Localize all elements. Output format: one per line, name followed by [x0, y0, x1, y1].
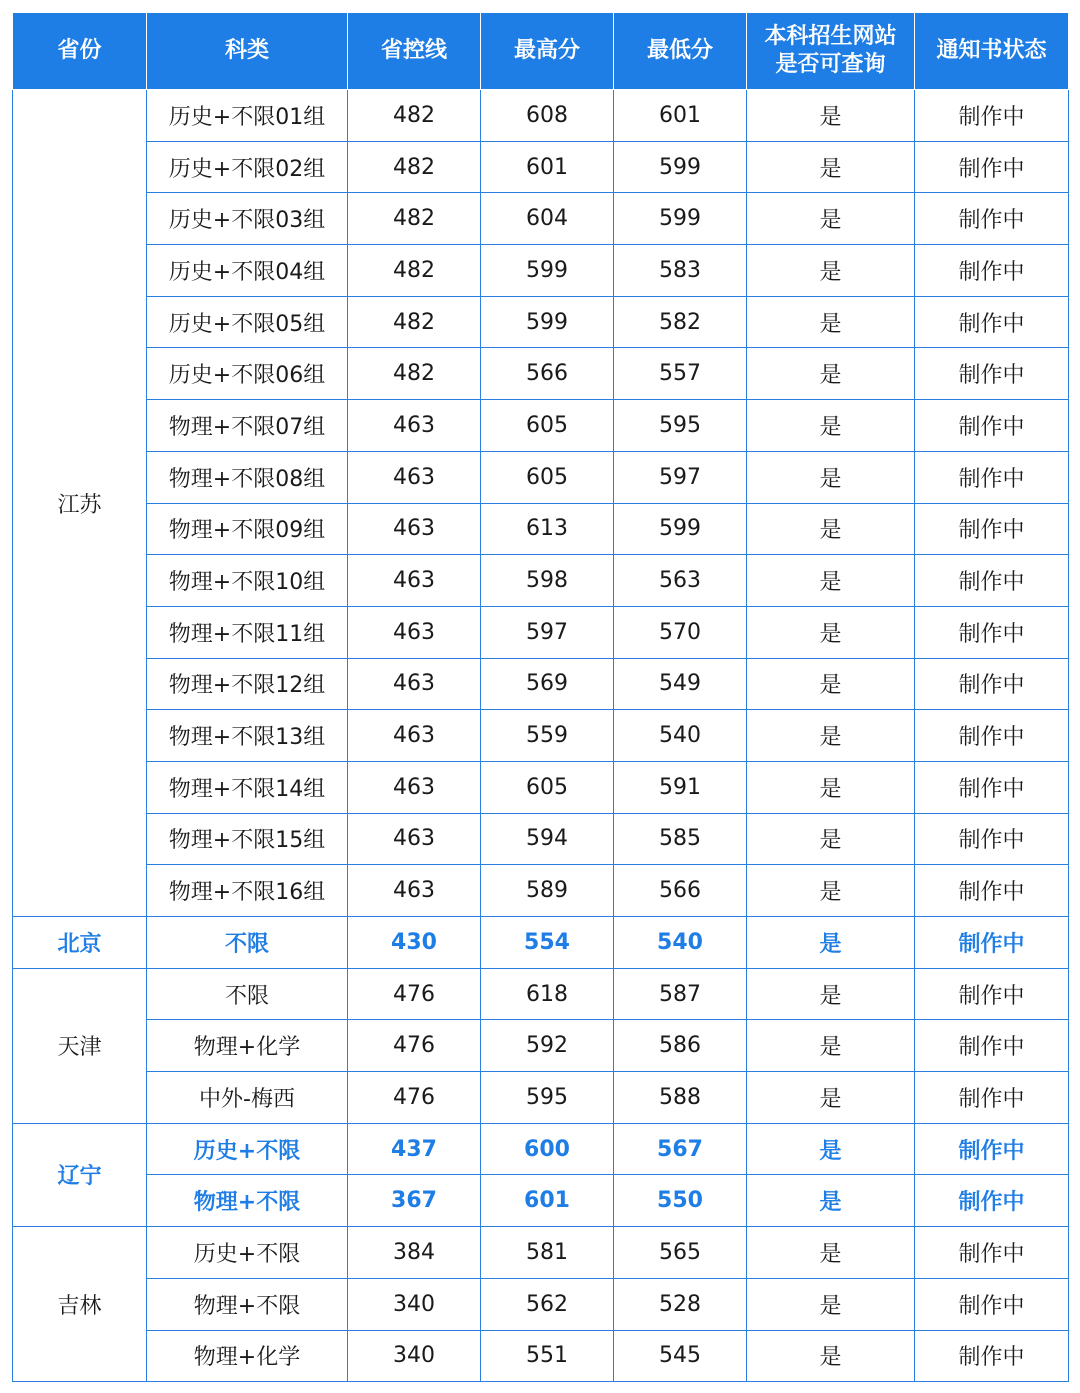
min-score-cell: 588: [614, 1072, 747, 1124]
min-score-cell: 557: [614, 348, 747, 400]
notice-status-cell: 制作中: [915, 1072, 1069, 1124]
header-website-query-line2: 是否可查询: [775, 52, 886, 77]
max-score-cell: 592: [481, 1020, 614, 1072]
website-query-cell: 是: [747, 400, 915, 452]
max-score-cell: 581: [481, 1227, 614, 1279]
control-line-cell: 367: [348, 1175, 481, 1227]
header-province: 省份: [13, 13, 147, 90]
notice-status-cell: 制作中: [915, 917, 1069, 969]
header-row: [13, 13, 1069, 90]
category-cell: 物理+不限14组: [147, 761, 348, 813]
max-score-cell: 566: [481, 348, 614, 400]
website-query-cell: 是: [747, 1330, 915, 1382]
min-score-cell: 601: [614, 90, 747, 142]
category-cell: 物理+不限13组: [147, 710, 348, 762]
max-score-cell: 613: [481, 503, 614, 555]
website-query-cell: 是: [747, 296, 915, 348]
category-cell: 物理+不限12组: [147, 658, 348, 710]
website-query-cell: 是: [747, 917, 915, 969]
max-score-cell: 608: [481, 90, 614, 142]
notice-status-cell: 制作中: [915, 710, 1069, 762]
min-score-cell: 585: [614, 813, 747, 865]
notice-status-cell: 制作中: [915, 865, 1069, 917]
max-score-cell: 562: [481, 1278, 614, 1330]
max-score-cell: 605: [481, 761, 614, 813]
table-row: [13, 451, 1069, 503]
max-score-cell: 589: [481, 865, 614, 917]
max-score-cell: 604: [481, 193, 614, 245]
category-cell: 物理+化学: [147, 1020, 348, 1072]
notice-status-cell: 制作中: [915, 296, 1069, 348]
min-score-cell: 563: [614, 555, 747, 607]
control-line-cell: 463: [348, 761, 481, 813]
website-query-cell: 是: [747, 710, 915, 762]
notice-status-cell: 制作中: [915, 1020, 1069, 1072]
province-cell: 天津: [13, 968, 147, 1123]
notice-status-cell: 制作中: [915, 968, 1069, 1020]
website-query-cell: 是: [747, 1278, 915, 1330]
website-query-cell: 是: [747, 503, 915, 555]
min-score-cell: 545: [614, 1330, 747, 1382]
notice-status-cell: 制作中: [915, 1278, 1069, 1330]
website-query-cell: 是: [747, 1175, 915, 1227]
website-query-cell: 是: [747, 813, 915, 865]
table-row: [13, 193, 1069, 245]
category-cell: 物理+不限10组: [147, 555, 348, 607]
max-score-cell: 554: [481, 917, 614, 969]
category-cell: 历史+不限: [147, 1227, 348, 1279]
min-score-cell: 599: [614, 503, 747, 555]
website-query-cell: 是: [747, 658, 915, 710]
province-cell: 吉林: [13, 1227, 147, 1382]
min-score-cell: 549: [614, 658, 747, 710]
max-score-cell: 618: [481, 968, 614, 1020]
header-category: 科类: [147, 13, 348, 90]
table-row: [13, 90, 1069, 142]
notice-status-cell: 制作中: [915, 1123, 1069, 1175]
notice-status-cell: 制作中: [915, 1330, 1069, 1382]
category-cell: 物理+化学: [147, 1330, 348, 1382]
control-line-cell: 482: [348, 348, 481, 400]
max-score-cell: 599: [481, 245, 614, 297]
max-score-cell: 559: [481, 710, 614, 762]
notice-status-cell: 制作中: [915, 1175, 1069, 1227]
category-cell: 历史+不限02组: [147, 141, 348, 193]
website-query-cell: 是: [747, 1123, 915, 1175]
min-score-cell: 587: [614, 968, 747, 1020]
header-control-line: 省控线: [348, 13, 481, 90]
category-cell: 物理+不限09组: [147, 503, 348, 555]
control-line-cell: 463: [348, 658, 481, 710]
table-header: [13, 13, 1069, 90]
category-cell: 不限: [147, 968, 348, 1020]
control-line-cell: 463: [348, 813, 481, 865]
table-row: [13, 1278, 1069, 1330]
category-cell: 历史+不限: [147, 1123, 348, 1175]
website-query-cell: 是: [747, 968, 915, 1020]
min-score-cell: 570: [614, 606, 747, 658]
notice-status-cell: 制作中: [915, 606, 1069, 658]
table-row: [13, 1123, 1069, 1175]
notice-status-cell: 制作中: [915, 141, 1069, 193]
min-score-cell: 566: [614, 865, 747, 917]
control-line-cell: 463: [348, 606, 481, 658]
control-line-cell: 482: [348, 245, 481, 297]
header-website-query: [747, 13, 915, 90]
table-row: [13, 141, 1069, 193]
min-score-cell: 595: [614, 400, 747, 452]
table-row: [13, 813, 1069, 865]
website-query-cell: 是: [747, 865, 915, 917]
category-cell: 物理+不限15组: [147, 813, 348, 865]
max-score-cell: 601: [481, 141, 614, 193]
control-line-cell: 463: [348, 710, 481, 762]
category-cell: 物理+不限: [147, 1278, 348, 1330]
category-cell: 物理+不限08组: [147, 451, 348, 503]
min-score-cell: 565: [614, 1227, 747, 1279]
control-line-cell: 476: [348, 968, 481, 1020]
table-row: [13, 710, 1069, 762]
table-row: [13, 1227, 1069, 1279]
category-cell: 物理+不限11组: [147, 606, 348, 658]
table-row: [13, 1072, 1069, 1124]
website-query-cell: 是: [747, 141, 915, 193]
control-line-cell: 482: [348, 141, 481, 193]
control-line-cell: 463: [348, 865, 481, 917]
table-row: [13, 865, 1069, 917]
notice-status-cell: 制作中: [915, 503, 1069, 555]
control-line-cell: 463: [348, 451, 481, 503]
header-notice-status: 通知书状态: [915, 13, 1069, 90]
category-cell: 历史+不限05组: [147, 296, 348, 348]
control-line-cell: 482: [348, 296, 481, 348]
category-cell: 不限: [147, 917, 348, 969]
control-line-cell: 476: [348, 1020, 481, 1072]
website-query-cell: 是: [747, 245, 915, 297]
notice-status-cell: 制作中: [915, 761, 1069, 813]
table-row: [13, 1330, 1069, 1382]
table-row: [13, 1020, 1069, 1072]
notice-status-cell: 制作中: [915, 451, 1069, 503]
max-score-cell: 599: [481, 296, 614, 348]
table-row: [13, 348, 1069, 400]
max-score-cell: 600: [481, 1123, 614, 1175]
website-query-cell: 是: [747, 1072, 915, 1124]
website-query-cell: 是: [747, 1227, 915, 1279]
min-score-cell: 599: [614, 193, 747, 245]
category-cell: 历史+不限01组: [147, 90, 348, 142]
control-line-cell: 340: [348, 1278, 481, 1330]
control-line-cell: 482: [348, 193, 481, 245]
max-score-cell: 594: [481, 813, 614, 865]
table-row: [13, 503, 1069, 555]
control-line-cell: 463: [348, 555, 481, 607]
province-cell: 北京: [13, 917, 147, 969]
notice-status-cell: 制作中: [915, 90, 1069, 142]
table-row: [13, 245, 1069, 297]
max-score-cell: 598: [481, 555, 614, 607]
notice-status-cell: 制作中: [915, 813, 1069, 865]
min-score-cell: 540: [614, 710, 747, 762]
website-query-cell: 是: [747, 451, 915, 503]
table-row: [13, 606, 1069, 658]
score-table: [12, 12, 1069, 1382]
category-cell: 物理+不限07组: [147, 400, 348, 452]
website-query-cell: 是: [747, 761, 915, 813]
min-score-cell: 567: [614, 1123, 747, 1175]
max-score-cell: 569: [481, 658, 614, 710]
control-line-cell: 476: [348, 1072, 481, 1124]
table-row: [13, 917, 1069, 969]
table-body: [13, 90, 1069, 1382]
province-cell: 江苏: [13, 90, 147, 917]
notice-status-cell: 制作中: [915, 245, 1069, 297]
max-score-cell: 605: [481, 400, 614, 452]
max-score-cell: 595: [481, 1072, 614, 1124]
table-row: [13, 658, 1069, 710]
header-min-score: 最低分: [614, 13, 747, 90]
notice-status-cell: 制作中: [915, 1227, 1069, 1279]
category-cell: 历史+不限03组: [147, 193, 348, 245]
max-score-cell: 551: [481, 1330, 614, 1382]
min-score-cell: 550: [614, 1175, 747, 1227]
control-line-cell: 430: [348, 917, 481, 969]
website-query-cell: 是: [747, 555, 915, 607]
category-cell: 历史+不限06组: [147, 348, 348, 400]
min-score-cell: 528: [614, 1278, 747, 1330]
website-query-cell: 是: [747, 606, 915, 658]
control-line-cell: 463: [348, 400, 481, 452]
max-score-cell: 597: [481, 606, 614, 658]
website-query-cell: 是: [747, 90, 915, 142]
category-cell: 物理+不限16组: [147, 865, 348, 917]
control-line-cell: 463: [348, 503, 481, 555]
table-row: [13, 555, 1069, 607]
notice-status-cell: 制作中: [915, 658, 1069, 710]
control-line-cell: 340: [348, 1330, 481, 1382]
notice-status-cell: 制作中: [915, 555, 1069, 607]
min-score-cell: 591: [614, 761, 747, 813]
max-score-cell: 605: [481, 451, 614, 503]
control-line-cell: 437: [348, 1123, 481, 1175]
category-cell: 物理+不限: [147, 1175, 348, 1227]
table-row: [13, 1175, 1069, 1227]
min-score-cell: 540: [614, 917, 747, 969]
website-query-cell: 是: [747, 1020, 915, 1072]
control-line-cell: 482: [348, 90, 481, 142]
notice-status-cell: 制作中: [915, 400, 1069, 452]
notice-status-cell: 制作中: [915, 193, 1069, 245]
min-score-cell: 599: [614, 141, 747, 193]
table-row: [13, 400, 1069, 452]
category-cell: 中外-梅西: [147, 1072, 348, 1124]
header-website-query-line1: 本科招生网站: [764, 24, 897, 49]
website-query-cell: 是: [747, 348, 915, 400]
table-row: [13, 296, 1069, 348]
min-score-cell: 583: [614, 245, 747, 297]
province-cell: 辽宁: [13, 1123, 147, 1226]
category-cell: 历史+不限04组: [147, 245, 348, 297]
table-row: [13, 968, 1069, 1020]
table-row: [13, 761, 1069, 813]
min-score-cell: 597: [614, 451, 747, 503]
min-score-cell: 586: [614, 1020, 747, 1072]
notice-status-cell: 制作中: [915, 348, 1069, 400]
min-score-cell: 582: [614, 296, 747, 348]
header-max-score: 最高分: [481, 13, 614, 90]
max-score-cell: 601: [481, 1175, 614, 1227]
control-line-cell: 384: [348, 1227, 481, 1279]
website-query-cell: 是: [747, 193, 915, 245]
